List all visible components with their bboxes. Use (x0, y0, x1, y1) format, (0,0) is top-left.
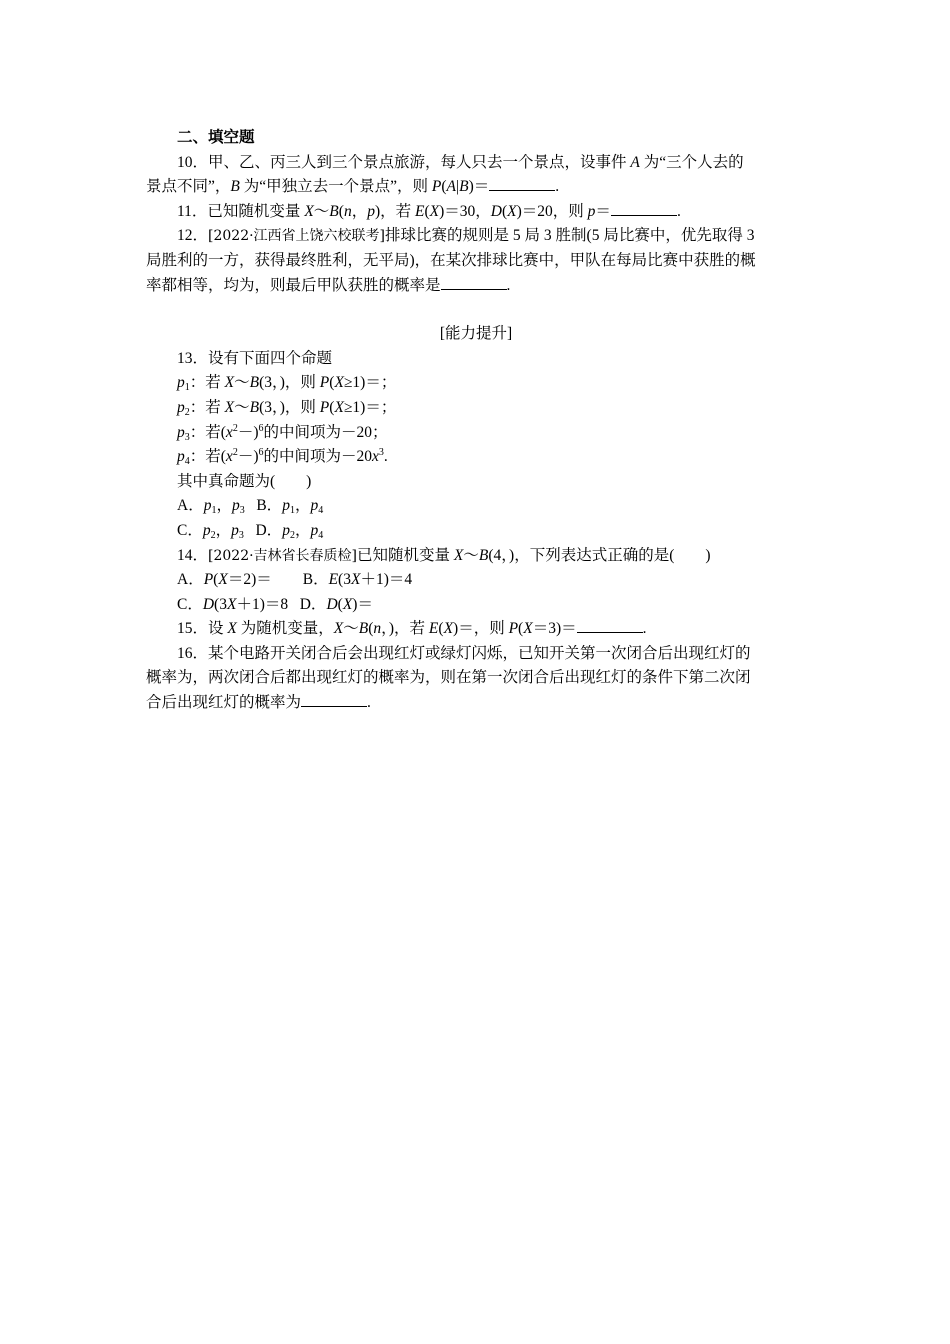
question-13-stem: 13．设有下面四个命题 (177, 349, 333, 367)
proposition-p3: $p_3$：若$(x^2-)^6$的中间项为－20； (177, 422, 388, 443)
option-d[interactable]: D．D(X)＝ (299, 595, 373, 613)
question-12-line-2: 局胜利的一方，获得最终胜利，无平局)，在某次排球比赛中，甲队在每局比赛中获胜的概 (146, 251, 756, 269)
question-12-line-3: 率都相等，均为，则最后甲队获胜的概率是 . (146, 276, 511, 294)
question-14-stem: 14．[2022·吉林省长春质检]已知随机变量 X～B(4，)，下列表达式正确的是( ) (177, 546, 711, 564)
question-14-options-ab (146, 568, 806, 593)
question-14-options-cd (146, 593, 806, 618)
question-16-line-1: 16．某个电路开关闭合后会出现红灯或绿灯闪烁，已知开关第一次闭合后出现红灯的 (177, 644, 751, 662)
question-14-source: [2022·吉林省长春质检] (208, 547, 358, 564)
answer-blank[interactable] (577, 618, 643, 633)
option-c[interactable]: C．$p_2$，$p_3$ (177, 521, 244, 541)
proposition-p4: $p_4$：若$(x^2-)^6$的中间项为$-20x^3$. (177, 447, 388, 468)
answer-blank[interactable] (489, 176, 555, 191)
option-b[interactable]: B．$p_1$，$p_4$ (256, 497, 324, 517)
question-10-line-1: 10．甲、乙、丙三人到三个景点旅游，每人只去一个景点，设事件 A 为“三个人去的 (177, 153, 744, 171)
proposition-p1: $p_1$：若 X～B(3，)，则 P(X≥1)＝； (177, 374, 397, 394)
option-b[interactable]: B．E(3X＋1)＝4 (302, 571, 413, 589)
section-title: 二、填空题 (177, 129, 255, 146)
question-16-line-3: 合后出现红灯的概率为 . (146, 694, 371, 712)
option-c[interactable]: C．D(3X＋1)＝8 (177, 595, 289, 613)
document-page (146, 126, 806, 716)
option-d[interactable]: D．$p_2$，$p_4$ (255, 521, 324, 541)
question-11: 11．已知随机变量 X～B(n，p)，若 E(X)＝30，D(X)＝20，则 p＝ . (177, 202, 681, 220)
question-13-options-cd (146, 519, 806, 544)
answer-blank[interactable] (441, 275, 507, 290)
question-16-line-2: 概率为，两次闭合后都出现红灯的概率为，则在第一次闭合后出现红灯的条件下第二次闭 (146, 669, 751, 687)
question-12-source: [2022·江西省上饶六校联考] (208, 228, 386, 245)
ability-section-title: [能力提升] (439, 325, 513, 343)
question-12-line-1: 12．[2022·江西省上饶六校联考]排球比赛的规则是 5 局 3 胜制(5 局比赛中，优先取得 3 (177, 227, 755, 245)
question-13-prompt: 其中真命题为( ) (177, 472, 312, 490)
option-a[interactable]: A．P(X＝2)＝ (177, 571, 272, 589)
option-a[interactable]: A．$p_1$，$p_3$ (177, 497, 245, 517)
answer-blank[interactable] (301, 692, 367, 707)
answer-blank[interactable] (611, 201, 677, 216)
question-15: 15．设 X 为随机变量，X～B(n，)，若 E(X)＝，则 P(X＝3)＝ . (177, 620, 647, 638)
proposition-p2: $p_2$：若 X～B(3，)，则 P(X≥1)＝； (177, 398, 397, 418)
question-10-line-2: 景点不同”，B 为“甲独立去一个景点”，则 P(A|B)＝ . (146, 178, 560, 196)
question-13-options-ab (146, 494, 806, 519)
